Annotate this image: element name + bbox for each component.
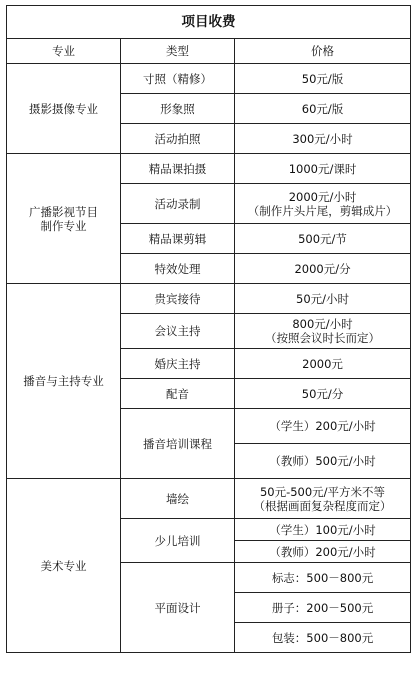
header-major: 专业 <box>7 39 121 64</box>
price-line: 50元-500元/平方米不等 <box>259 484 386 499</box>
table-row <box>7 64 411 94</box>
price-cell: 50元/版 <box>235 64 411 94</box>
type-cell: 精品课剪辑 <box>121 224 235 254</box>
price-cell <box>235 184 411 224</box>
table-row <box>7 284 411 314</box>
price-cell: 2000元 <box>235 349 411 379</box>
type-cell: 特效处理 <box>121 254 235 284</box>
type-cell: 会议主持 <box>121 314 235 349</box>
price-note: （制作片头片尾，剪辑成片） <box>247 203 398 218</box>
header-row <box>7 39 411 64</box>
price-cell: （学生）100元/小时 <box>235 519 411 541</box>
price-cell: 1000元/课时 <box>235 154 411 184</box>
price-cell <box>235 314 411 349</box>
price-cell: 50元/小时 <box>235 284 411 314</box>
major-line: 制作专业 <box>40 218 87 233</box>
price-cell <box>235 479 411 519</box>
type-cell: 婚庆主持 <box>121 349 235 379</box>
type-cell: 寸照（精修） <box>121 64 235 94</box>
type-cell: 配音 <box>121 379 235 409</box>
table-row <box>7 479 411 519</box>
major-cell: 摄影摄像专业 <box>7 64 121 154</box>
major-cell: 美术专业 <box>7 479 121 653</box>
price-cell: 册子：200－500元 <box>235 593 411 623</box>
price-cell: 2000元/分 <box>235 254 411 284</box>
table-title: 项目收费 <box>7 6 411 39</box>
major-cell: 播音与主持专业 <box>7 284 121 479</box>
price-cell: 60元/版 <box>235 94 411 124</box>
price-cell: （学生）200元/小时 <box>235 409 411 444</box>
type-cell: 精品课拍摄 <box>121 154 235 184</box>
price-line: 800元/小时 <box>292 317 353 331</box>
price-line: 2000元/小时 <box>288 189 357 204</box>
type-cell: 贵宾接待 <box>121 284 235 314</box>
price-note: （按照会议时长而定） <box>265 331 381 345</box>
price-cell: 标志：500－800元 <box>235 563 411 593</box>
header-price: 价格 <box>235 39 411 64</box>
type-cell: 活动录制 <box>121 184 235 224</box>
price-cell: （教师）500元/小时 <box>235 444 411 479</box>
major-line: 广播影视节目 <box>29 204 98 219</box>
major-cell <box>7 154 121 284</box>
price-cell: 50元/分 <box>235 379 411 409</box>
price-cell: 300元/小时 <box>235 124 411 154</box>
type-cell: 平面设计 <box>121 563 235 653</box>
type-cell: 活动拍照 <box>121 124 235 154</box>
header-type: 类型 <box>121 39 235 64</box>
table-row <box>7 154 411 184</box>
price-cell: （教师）200元/小时 <box>235 541 411 563</box>
fee-table <box>6 5 411 653</box>
type-cell: 少儿培训 <box>121 519 235 563</box>
type-cell: 形象照 <box>121 94 235 124</box>
price-cell: 包装：500－800元 <box>235 623 411 653</box>
price-note: （根据画面复杂程度而定） <box>253 498 392 513</box>
type-cell: 墙绘 <box>121 479 235 519</box>
price-cell: 500元/节 <box>235 224 411 254</box>
type-cell: 播音培训课程 <box>121 409 235 479</box>
